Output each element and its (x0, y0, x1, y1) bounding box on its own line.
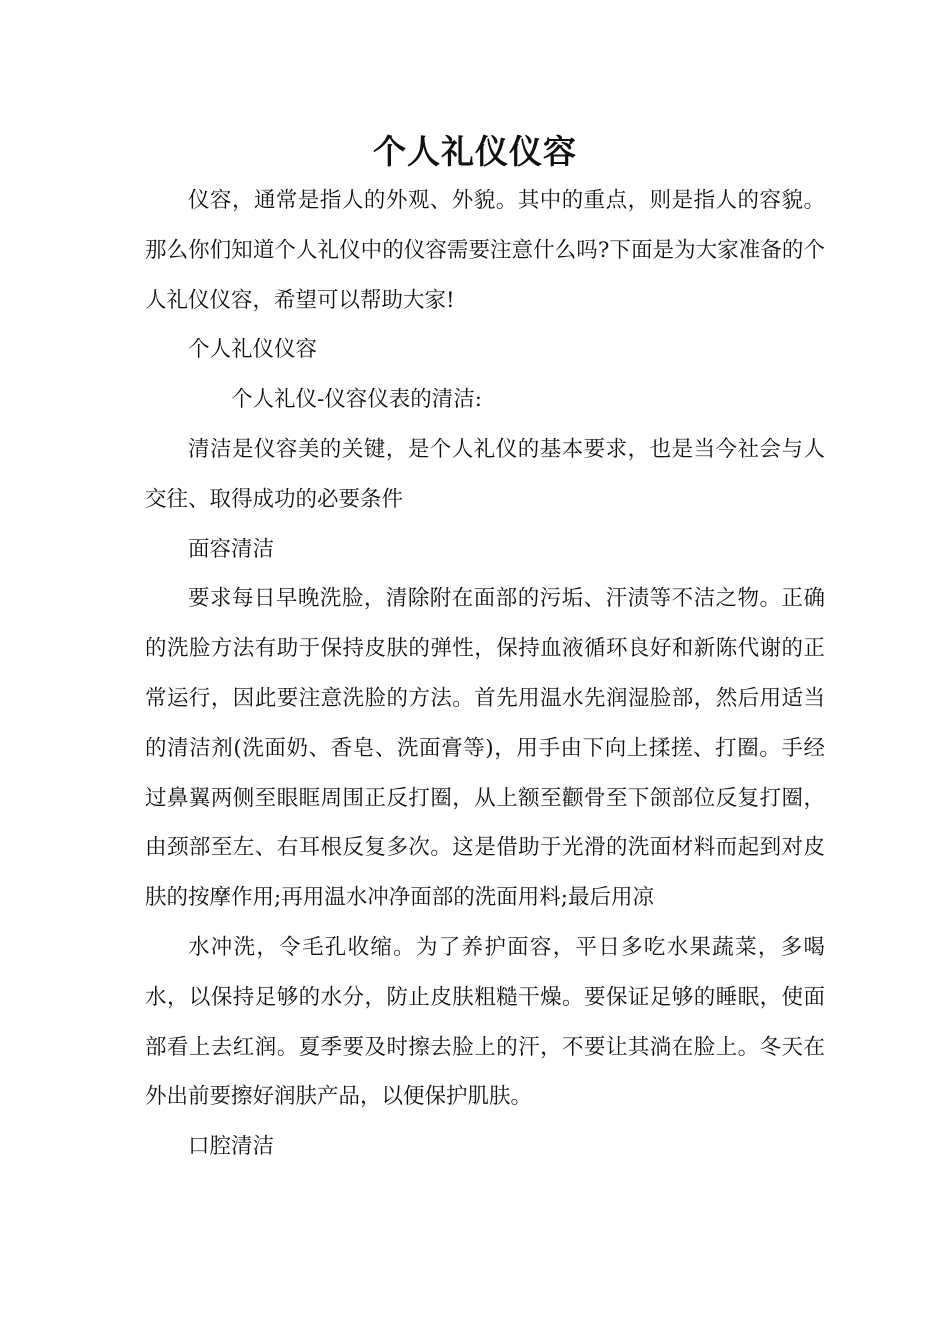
paragraph-subheading-cleanliness: 个人礼仪-仪容仪表的清洁: (231, 387, 483, 413)
document-title: 个人礼仪仪容 (373, 132, 577, 171)
paragraph-cleanliness: 清洁是仪容美的关键，是个人礼仪的基本要求，也是当今社会与人交往、取得成功的必要条件 (145, 436, 825, 512)
paragraph-heading-face: 面容清洁 (188, 536, 275, 562)
paragraph-face-care: 水冲洗，令毛孔收缩。为了养护面容，平日多吃水果蔬菜，多喝水，以保持足够的水分，防止皮肤粗糙干燥。要保证足够的睡眠，使面部看上去红润。夏季要及时擦去脸上的汗，不要让其淌在脸上。冬天在外出前要擦好润肤产品，以便保护肌肤。 (145, 934, 825, 1110)
document-body (145, 176, 825, 1172)
paragraph-intro: 仪容，通常是指人的外观、外貌。其中的重点，则是指人的容貌。那么你们知道个人礼仪中的仪容需要注意什么吗?下面是为大家准备的个人礼仪仪容，希望可以帮助大家! (145, 188, 825, 313)
paragraph-heading-etiquette: 个人礼仪仪容 (188, 337, 318, 363)
paragraph-heading-oral: 口腔清洁 (188, 1134, 275, 1160)
paragraph-face-washing: 要求每日早晚洗脸，清除附在面部的污垢、汗渍等不洁之物。正确的洗脸方法有助于保持皮肤的弹性，保持血液循环良好和新陈代谢的正常运行，因此要注意洗脸的方法。首先用温水先润湿脸部，然后用适当的清洁剂(洗面奶、香皂、洗面膏等)，用手由下向上揉搓、打圈。手经过鼻翼两侧至眼眶周围正反打圈，从上额至颧骨至下颌部位反复打圈，由颈部至左、右耳根反复多次。这是借助于光滑的洗面材料而起到对皮肤的按摩作用;再用温水冲净面部的洗面用料;最后用凉 (145, 586, 825, 911)
